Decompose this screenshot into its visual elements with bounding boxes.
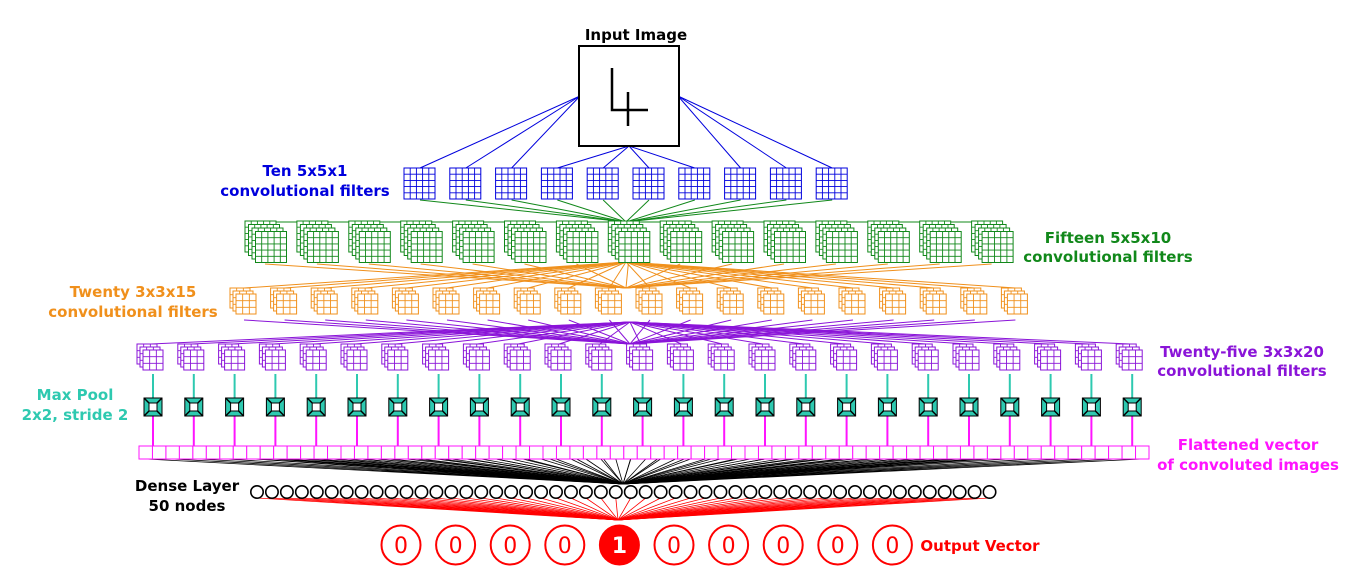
conv4-filter (219, 344, 245, 370)
conv4-filter (504, 344, 530, 370)
conv2-filter (505, 221, 547, 263)
dense-node (251, 486, 263, 498)
conv3-connection (626, 264, 628, 288)
dense-node (341, 486, 353, 498)
pool-node (511, 398, 529, 416)
pool-node (674, 398, 692, 416)
pool-label-line1: Max Pool (36, 386, 114, 404)
conv4-filter (667, 344, 693, 370)
conv3-filter (474, 288, 500, 314)
output-value: 0 (448, 534, 463, 559)
output-value: 0 (667, 534, 681, 559)
pool-node (960, 398, 978, 416)
output-node (709, 526, 748, 565)
dense-node (864, 486, 876, 498)
output-value: 0 (885, 534, 900, 559)
dense-node (266, 486, 278, 498)
conv1-connection (420, 96, 580, 168)
conv3-connection (488, 262, 626, 288)
pool-node (593, 398, 611, 416)
pool-node (552, 398, 570, 416)
output-value: 0 (776, 534, 791, 559)
conv4-filter (708, 344, 734, 370)
conv1-filter (725, 168, 756, 199)
conv2-filter (453, 221, 495, 263)
conv4-filter (994, 344, 1020, 370)
conv1-connection (512, 96, 580, 168)
dense-node (460, 486, 472, 498)
conv3-filter (758, 288, 784, 314)
conv2-filter (245, 221, 287, 263)
conv2-filter (660, 221, 702, 263)
conv2-filter (868, 221, 910, 263)
conv1-filter (541, 168, 572, 199)
conv1-filter (404, 168, 435, 199)
conv3-filter (555, 288, 581, 314)
conv3-filter (433, 288, 459, 314)
pool-node (756, 398, 774, 416)
pool-node (470, 398, 488, 416)
conv4-filter (463, 344, 489, 370)
conv4-filter (1116, 344, 1142, 370)
conv2-filter (401, 221, 443, 263)
output-node (382, 526, 421, 565)
output-value: 0 (830, 534, 845, 559)
conv4-filter (137, 344, 163, 370)
conv3-filter (717, 288, 743, 314)
pool-node (185, 398, 203, 416)
dense-node (400, 486, 412, 498)
pool-node (430, 398, 448, 416)
conv3-filter (920, 288, 946, 314)
conv4-filter (178, 344, 204, 370)
conv4-filter (259, 344, 285, 370)
output-value: 0 (557, 534, 572, 559)
conv3-filter (311, 288, 337, 314)
conv4-filter (831, 344, 857, 370)
conv1-connection (678, 96, 832, 168)
conv3-filter (798, 288, 824, 314)
dense-node (759, 486, 771, 498)
pool-node (1001, 398, 1019, 416)
dense-node (385, 486, 397, 498)
dense-node (968, 486, 980, 498)
pool-node (878, 398, 896, 416)
pool-node (838, 398, 856, 416)
pool-node (797, 398, 815, 416)
conv1-label-line2: convolutional filters (220, 182, 390, 200)
conv1-connection (603, 146, 629, 168)
conv4-filter (341, 344, 367, 370)
conv3-filter (880, 288, 906, 314)
conv4-filter (1075, 344, 1101, 370)
pool-node (1042, 398, 1060, 416)
conv4-filter (953, 344, 979, 370)
dense-node (475, 486, 487, 498)
output-node (818, 526, 857, 565)
flat-label-line2: of convoluted images (1157, 456, 1339, 474)
dense-layer (251, 486, 996, 498)
conv3-label-line2: convolutional filters (48, 303, 218, 321)
output-node (545, 526, 584, 565)
dense-node (625, 486, 637, 498)
conv4-filter (790, 344, 816, 370)
dense-node (595, 486, 607, 498)
conv4-filter (382, 344, 408, 370)
pool-node (389, 398, 407, 416)
conv1-filter (587, 168, 618, 199)
dense-node (953, 486, 965, 498)
input-image-title: Input Image (584, 26, 688, 44)
conv3-filter (839, 288, 865, 314)
output-node (873, 526, 912, 565)
dense-node (729, 486, 741, 498)
conv2-label-line2: convolutional filters (1023, 248, 1193, 266)
dense-node (789, 486, 801, 498)
dense-node (983, 486, 995, 498)
conv1-filter (450, 168, 481, 199)
dense-node (355, 486, 367, 498)
pool-node (1082, 398, 1100, 416)
conv1-filter (679, 168, 710, 199)
dense-node (490, 486, 502, 498)
conv1-filter (496, 168, 527, 199)
dense-node (909, 486, 921, 498)
conv2-filter (764, 221, 806, 263)
conv1-connection (557, 146, 629, 168)
conv2-connection (420, 200, 626, 222)
flat-label-line1: Flattened vector (1177, 436, 1319, 454)
conv3-filter (271, 288, 297, 314)
pool-node (144, 398, 162, 416)
dense-node (326, 486, 338, 498)
output-node (436, 526, 475, 565)
dense-node (684, 486, 696, 498)
dense-node (296, 486, 308, 498)
dense-node (819, 486, 831, 498)
dense-node (311, 486, 323, 498)
conv4-filter (627, 344, 653, 370)
dense-label-line2: 50 nodes (148, 497, 226, 515)
conv1-connection (466, 96, 580, 168)
conv4-filter (423, 344, 449, 370)
conv1-filter (816, 168, 847, 199)
dense-node (430, 486, 442, 498)
dense-node (699, 486, 711, 498)
dense-node (281, 486, 293, 498)
conv1-label-line1: Ten 5x5x1 (262, 162, 348, 180)
pool-label-line2: 2x2, stride 2 (21, 406, 129, 424)
dense-node (535, 486, 547, 498)
output-value: 0 (721, 534, 736, 559)
dense-node (879, 486, 891, 498)
layer-shapes (134, 168, 1149, 565)
dense-node (610, 486, 622, 498)
conv1-connection (678, 96, 741, 168)
dense-node (415, 486, 427, 498)
dense-node (580, 486, 592, 498)
output-connection (616, 498, 618, 520)
conv4-label-line2: convolutional filters (1157, 362, 1327, 380)
dense-node (714, 486, 726, 498)
dense-node (804, 486, 816, 498)
pool-node (1123, 398, 1141, 416)
conv4-filter (749, 344, 775, 370)
conv1-filter (633, 168, 664, 199)
conv1-filter (770, 168, 801, 199)
conv2-filter (712, 221, 754, 263)
conv3-filter (392, 288, 418, 314)
dense-node (834, 486, 846, 498)
conv1-connection (678, 96, 786, 168)
conv3-filter (595, 288, 621, 314)
dense-node (744, 486, 756, 498)
conv2-filter (297, 221, 339, 263)
dense-node (654, 486, 666, 498)
dense-node (924, 486, 936, 498)
dense-node (640, 486, 652, 498)
pool-node (307, 398, 325, 416)
conv2-connection (466, 200, 626, 222)
dense-node (505, 486, 517, 498)
conv2-filter (816, 221, 858, 263)
conv4-filter (912, 344, 938, 370)
conv3-filter (1001, 288, 1027, 314)
pool-node (348, 398, 366, 416)
conv4-filter (300, 344, 326, 370)
dense-node (370, 486, 382, 498)
dense-node (445, 486, 457, 498)
conv2-filter (920, 221, 962, 263)
output-label: Output Vector (920, 537, 1040, 555)
output-node (655, 526, 694, 565)
conv3-label-line1: Twenty 3x3x15 (69, 283, 197, 301)
output-value: 0 (394, 534, 408, 559)
output-node (491, 526, 530, 565)
conv4-filter (871, 344, 897, 370)
conv3-connection (626, 262, 772, 288)
dense-node (520, 486, 532, 498)
dense-node (550, 486, 562, 498)
conv2-connection (626, 200, 786, 222)
dense-node (669, 486, 681, 498)
dense-node (774, 486, 786, 498)
conv3-filter (352, 288, 378, 314)
conv2-filter (972, 221, 1014, 263)
conv2-label-line1: Fifteen 5x5x10 (1044, 229, 1172, 247)
output-node (764, 526, 803, 565)
dense-node (894, 486, 906, 498)
conv3-filter (230, 288, 256, 314)
conv2-connection (626, 200, 832, 222)
flattened-vector (139, 446, 1149, 459)
conv2-filter (556, 221, 598, 263)
dense-node (565, 486, 577, 498)
dense-label-line1: Dense Layer (134, 477, 240, 495)
conv4-filter (545, 344, 571, 370)
conv4-filter (1035, 344, 1061, 370)
pool-node (266, 398, 284, 416)
output-value: 0 (503, 534, 518, 559)
pool-node (715, 398, 733, 416)
dense-node (939, 486, 951, 498)
conv2-filter (608, 221, 650, 263)
pool-node (919, 398, 937, 416)
output-value: 1 (611, 534, 628, 559)
pool-node (634, 398, 652, 416)
conv3-filter (961, 288, 987, 314)
conv4-filter (586, 344, 612, 370)
conv3-filter (514, 288, 540, 314)
conv4-label-line1: Twenty-five 3x3x20 (1160, 343, 1324, 361)
conv3-filter (636, 288, 662, 314)
conv3-filter (677, 288, 703, 314)
dense-node (849, 486, 861, 498)
conv2-filter (349, 221, 391, 263)
pool-node (226, 398, 244, 416)
output-node (600, 526, 639, 565)
